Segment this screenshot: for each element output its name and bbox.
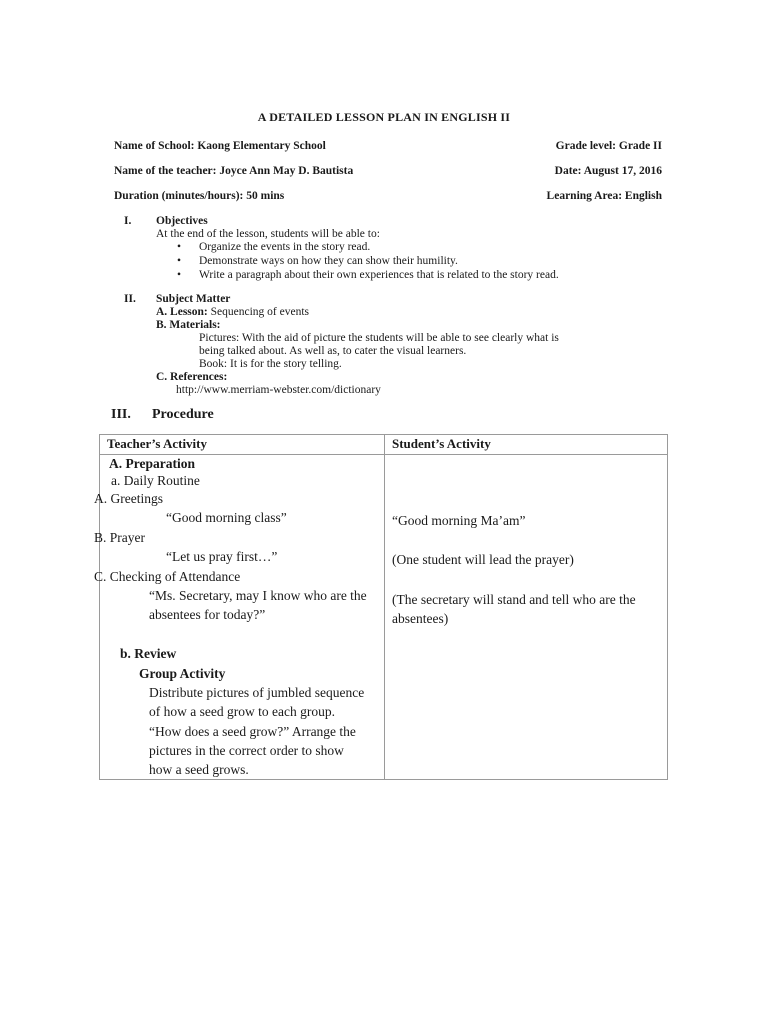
objective-item: • Write a paragraph about their own experiences that is related to the story read.: [177, 269, 559, 281]
objectives-intro: At the end of the lesson, students will be able to:: [156, 228, 380, 240]
student-activity-header: Student’s Activity: [385, 435, 668, 455]
document-title: A DETAILED LESSON PLAN IN ENGLISH II: [257, 110, 511, 124]
lesson-date: Date: August 17, 2016: [554, 165, 662, 177]
subject-title: Subject Matter: [156, 293, 231, 305]
procedure-title: Procedure: [152, 407, 214, 422]
daily-routine: a. Daily Routine: [111, 473, 200, 488]
materials-line: Book: It is for the story telling.: [199, 358, 342, 370]
preparation-heading: A. Preparation: [109, 456, 195, 471]
teacher-activity-cell: [94, 455, 385, 780]
references-label: C. References:: [156, 371, 228, 383]
objectives-title: Objectives: [156, 215, 208, 227]
group-activity-heading: Group Activity: [139, 666, 226, 681]
group-activity-line: “How does a seed grow?” Arrange the: [149, 724, 356, 739]
group-activity-line: Distribute pictures of jumbled sequence: [149, 685, 365, 700]
references-link[interactable]: http://www.merriam-webster.com/dictionary: [176, 384, 381, 396]
greetings-quote: “Good morning class”: [166, 510, 287, 525]
materials-label: B. Materials:: [156, 319, 221, 331]
student-response: (One student will lead the prayer): [392, 552, 574, 567]
materials-line: Pictures: With the aid of picture the students will be able to see clearly what is: [199, 332, 559, 344]
grade-level: Grade level: Grade II: [555, 140, 662, 152]
lesson-line: A. Lesson: Sequencing of events: [156, 306, 310, 318]
group-activity-line: pictures in the correct order to show: [149, 743, 344, 758]
student-activity-cell: [385, 455, 668, 780]
procedure-table: [94, 434, 668, 780]
student-response: (The secretary will stand and tell who are the: [392, 592, 636, 607]
prayer-quote: “Let us pray first…”: [166, 549, 278, 564]
student-response: absentees): [392, 611, 449, 626]
duration: Duration (minutes/hours): 50 mins: [114, 190, 285, 202]
objectives-number: I.: [124, 215, 132, 227]
review-heading: b. Review: [120, 646, 177, 661]
school-name: Name of School: Kaong Elementary School: [114, 140, 326, 152]
greetings-item: A. Greetings: [94, 491, 163, 506]
group-activity-line: of how a seed grow to each group.: [149, 704, 335, 719]
teacher-activity-header: Teacher’s Activity: [100, 435, 385, 455]
procedure-number: III.: [111, 407, 131, 422]
learning-area: Learning Area: English: [546, 190, 662, 202]
materials-line: being talked about. As well as, to cater the visual learners.: [199, 345, 467, 357]
objective-item: • Demonstrate ways on how they can show their humility.: [177, 255, 458, 267]
attendance-item: C. Checking of Attendance: [94, 569, 241, 584]
teacher-name: Name of the teacher: Joyce Ann May D. Bautista: [114, 165, 354, 177]
attendance-question: “Ms. Secretary, may I know who are the: [149, 588, 367, 603]
group-activity-line: how a seed grows.: [149, 762, 249, 777]
attendance-question: absentees for today?”: [149, 607, 266, 622]
subject-number: II.: [124, 293, 136, 305]
prayer-item: B. Prayer: [94, 530, 145, 545]
student-response: “Good morning Ma’am”: [392, 513, 526, 528]
objective-item: • Organize the events in the story read.: [177, 241, 371, 253]
